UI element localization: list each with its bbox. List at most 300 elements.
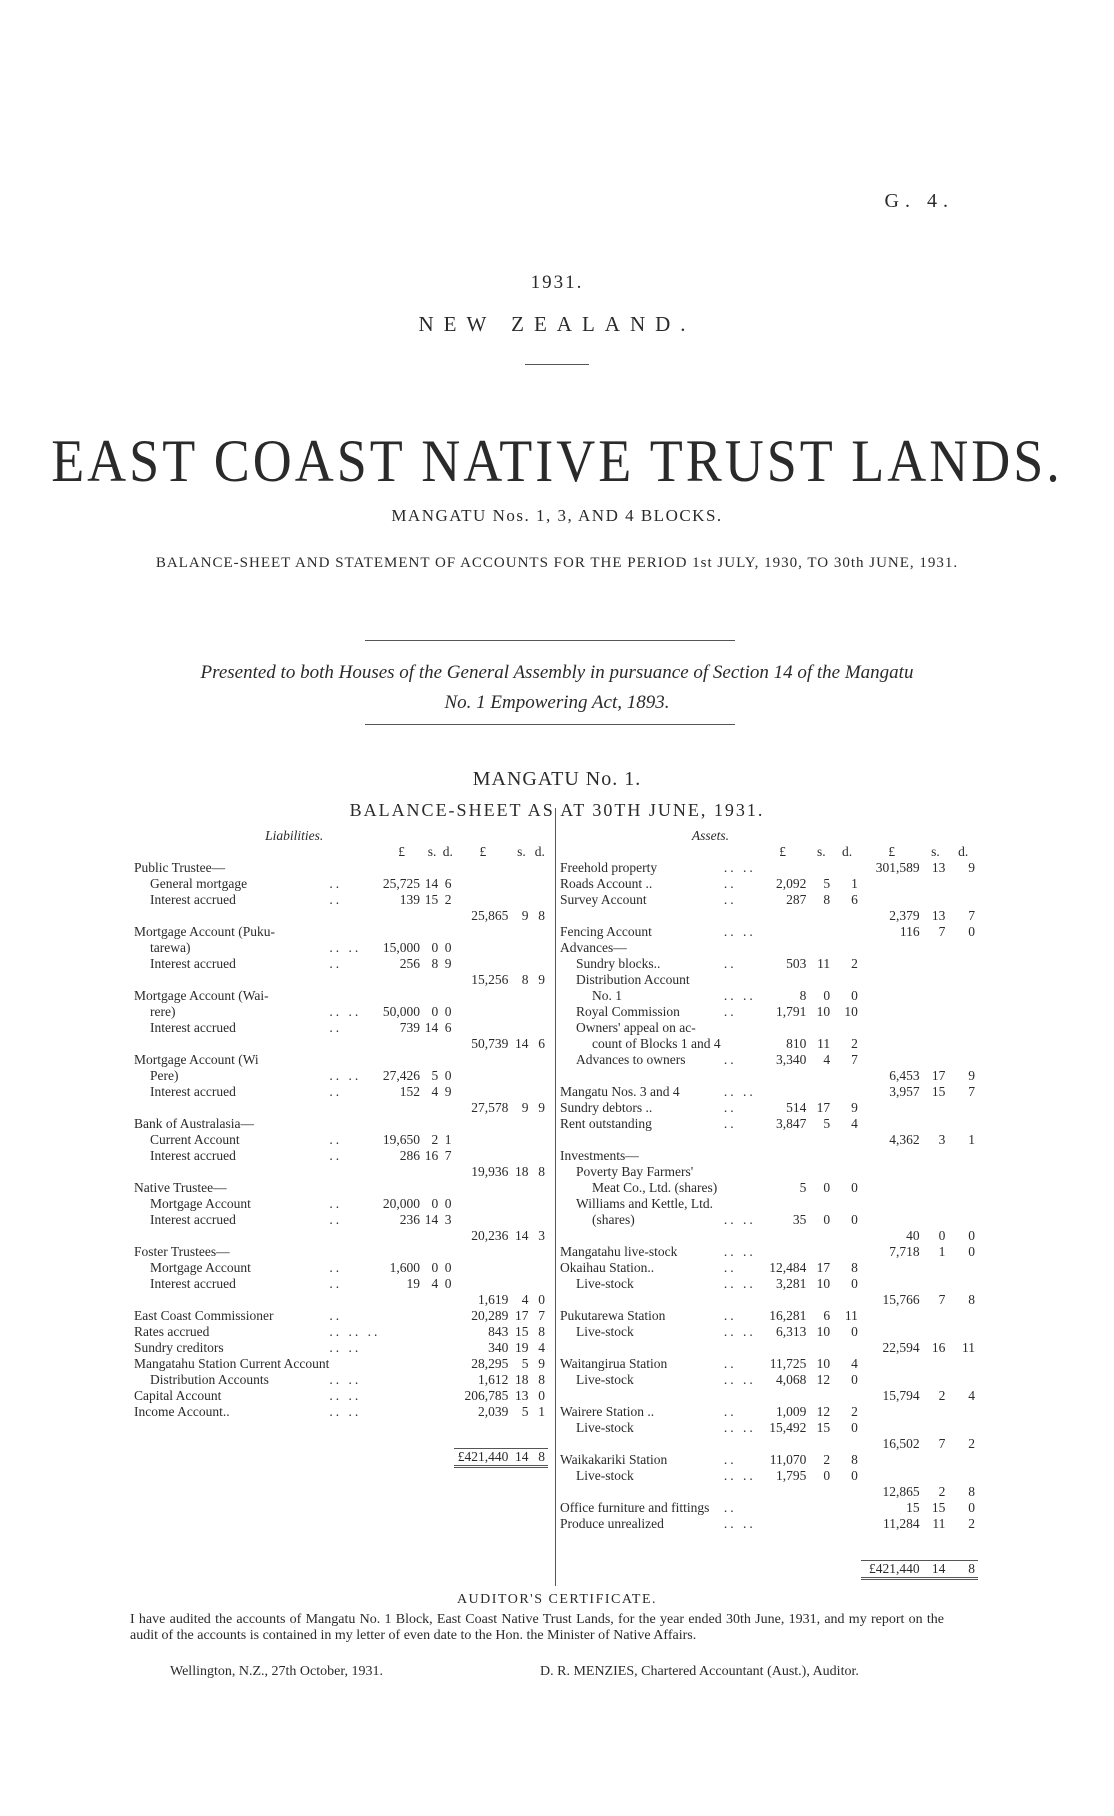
- leader-dots: ..: [723, 1404, 737, 1419]
- amount-outer: 18: [515, 1164, 529, 1179]
- amount-inner: 6: [444, 876, 452, 891]
- amount-outer: 7: [938, 1292, 946, 1307]
- leader-dots: ..: [329, 1148, 343, 1163]
- leader-dots: ..: [723, 1356, 737, 1371]
- amount-inner: 0: [444, 940, 452, 955]
- amount-inner: [423, 1292, 441, 1308]
- ledger-row: [134, 972, 548, 988]
- amount-outer: [923, 1148, 949, 1164]
- leader-dots: .. ..: [723, 1212, 756, 1227]
- amount-inner: [380, 924, 423, 940]
- amount-outer: 4: [521, 1292, 529, 1307]
- document-subtitle: MANGATU Nos. 1, 3, AND 4 BLOCKS.: [391, 506, 723, 525]
- ledger-row: [560, 1388, 978, 1404]
- amount-inner: 12: [816, 1404, 831, 1419]
- amount-outer: 2: [938, 1388, 946, 1403]
- amount-inner: 12: [816, 1372, 831, 1387]
- amount-outer: 7,718: [889, 1244, 920, 1259]
- row-label: tarewa): [150, 940, 191, 955]
- amount-inner: 0: [823, 1212, 831, 1227]
- amount-outer: 1,619: [478, 1292, 509, 1307]
- amount-outer: [923, 1196, 949, 1212]
- amount-inner: [833, 1068, 861, 1084]
- amount-outer: [532, 1212, 548, 1228]
- leader-dots: ..: [329, 1276, 343, 1291]
- ledger-row: [134, 1244, 548, 1260]
- amount-outer: 2: [968, 1436, 975, 1451]
- row-label: Bank of Australasia—: [134, 1116, 254, 1131]
- amount-inner: [833, 1084, 861, 1100]
- amount-outer: [454, 876, 511, 892]
- column-header: £: [479, 844, 487, 859]
- row-label: Pere): [150, 1068, 179, 1083]
- liabilities-heading: Liabilities.: [265, 828, 324, 843]
- row-label: Distribution Account: [576, 972, 690, 987]
- liabilities-heading-row: [134, 828, 548, 844]
- amount-inner: [380, 1164, 423, 1180]
- amount-inner: [833, 1292, 861, 1308]
- amount-outer: [532, 1132, 548, 1148]
- amount-inner: [380, 908, 423, 924]
- amount-inner: [833, 1388, 861, 1404]
- amount-outer: [923, 1356, 949, 1372]
- amount-inner: [423, 1116, 441, 1132]
- amount-inner: 0: [431, 1260, 439, 1275]
- ledger-row: [560, 1004, 978, 1020]
- amount-outer: 4: [968, 1388, 975, 1403]
- amount-outer: [861, 1004, 923, 1020]
- amount-outer: [532, 988, 548, 1004]
- amount-inner: 0: [444, 1276, 452, 1291]
- row-label: Interest accrued: [150, 1276, 236, 1291]
- amount-inner: 10: [844, 1004, 858, 1019]
- leader-dots: [724, 1068, 756, 1084]
- ledger-row: [134, 1260, 548, 1276]
- leader-dots: .. ..: [329, 940, 362, 955]
- amount-outer: 0: [538, 1292, 545, 1307]
- amount-outer: [454, 1244, 511, 1260]
- amount-inner: [756, 1292, 810, 1308]
- amount-outer: [511, 1212, 531, 1228]
- amount-inner: [423, 908, 441, 924]
- amount-outer: 50,739: [471, 1036, 509, 1051]
- amount-inner: [423, 1052, 441, 1068]
- ledger-row: [560, 1052, 978, 1068]
- amount-inner: [756, 1164, 810, 1180]
- amount-outer: [454, 1020, 511, 1036]
- row-label: Owners' appeal on ac-: [576, 1020, 696, 1035]
- amount-outer: [948, 940, 978, 956]
- amount-outer: 2,379: [889, 908, 920, 923]
- amount-outer: [948, 1020, 978, 1036]
- amount-outer: [861, 1020, 923, 1036]
- amount-inner: [423, 1404, 441, 1420]
- amount-inner: [441, 1052, 454, 1068]
- amount-inner: 0: [444, 1068, 452, 1083]
- ledger-row: [560, 1260, 978, 1276]
- ledger-row: [560, 1036, 978, 1052]
- row-label: Live-stock: [576, 1276, 634, 1291]
- ledger-row: [560, 1020, 978, 1036]
- amount-outer: 0: [968, 1500, 975, 1515]
- amount-inner: 11: [844, 1308, 858, 1323]
- amount-inner: 20,000: [382, 1196, 420, 1211]
- amount-inner: 4: [851, 1116, 858, 1131]
- amount-inner: [833, 1164, 861, 1180]
- grand-total: 8: [532, 1449, 548, 1467]
- amount-outer: 9: [968, 860, 975, 875]
- amount-inner: [441, 1404, 454, 1420]
- row-label: [560, 1292, 724, 1308]
- amount-outer: [948, 876, 978, 892]
- amount-outer: 19: [515, 1340, 529, 1355]
- amount-inner: [380, 1340, 423, 1356]
- row-label: Mortgage Account: [150, 1196, 251, 1211]
- row-label: [134, 1292, 329, 1308]
- amount-outer: 6,453: [889, 1068, 920, 1083]
- amount-inner: [423, 1228, 441, 1244]
- column-header: d.: [534, 844, 545, 859]
- row-label: Live-stock: [576, 1372, 634, 1387]
- amount-inner: 2: [431, 1132, 439, 1147]
- amount-inner: [441, 988, 454, 1004]
- amount-outer: [948, 972, 978, 988]
- amount-outer: [454, 1212, 511, 1228]
- ledger-row: [134, 860, 548, 876]
- row-label: Interest accrued: [150, 1212, 236, 1227]
- amount-outer: [511, 1004, 531, 1020]
- amount-outer: [454, 860, 511, 876]
- amount-outer: 0: [968, 1228, 975, 1243]
- amount-outer: [511, 1084, 531, 1100]
- amount-outer: [923, 1324, 949, 1340]
- liabilities-table: [134, 828, 548, 1468]
- ledger-row: [134, 1020, 548, 1036]
- amount-outer: 8: [968, 1484, 975, 1499]
- amount-inner: 0: [431, 940, 439, 955]
- amount-outer: [923, 1100, 949, 1116]
- ledger-row: [134, 1148, 548, 1164]
- amount-inner: 14: [424, 1020, 439, 1035]
- amount-outer: [923, 1164, 949, 1180]
- amount-outer: 19,936: [471, 1164, 509, 1179]
- amount-inner: 503: [786, 956, 807, 971]
- amount-outer: [861, 956, 923, 972]
- amount-inner: [423, 972, 441, 988]
- amount-inner: [809, 1228, 833, 1244]
- ledger-row: [134, 1276, 548, 1292]
- column-header: £: [779, 844, 786, 859]
- amount-outer: [532, 940, 548, 956]
- amount-inner: 0: [851, 1324, 858, 1339]
- ledger-row: [560, 1436, 978, 1452]
- amount-outer: [532, 1180, 548, 1196]
- amount-inner: 236: [399, 1212, 420, 1227]
- amount-inner: [380, 1308, 423, 1324]
- amount-inner: 739: [399, 1020, 420, 1035]
- leader-dots: ..: [723, 1452, 737, 1467]
- row-label: Foster Trustees—: [134, 1244, 230, 1259]
- row-label: Freehold property: [560, 860, 658, 875]
- row-label: Native Trustee—: [134, 1180, 227, 1195]
- leader-dots: .. ..: [723, 924, 756, 939]
- amount-outer: [454, 1116, 511, 1132]
- amount-inner: 27,426: [382, 1068, 420, 1083]
- amount-inner: 9: [851, 1100, 858, 1115]
- leader-dots: [329, 908, 380, 924]
- amount-inner: 0: [851, 1180, 858, 1195]
- leader-dots: .. ..: [723, 1516, 756, 1531]
- amount-outer: [511, 876, 531, 892]
- leader-dots: [329, 924, 380, 940]
- amount-outer: 13: [931, 860, 946, 875]
- amount-inner: [809, 940, 833, 956]
- row-label: Okaihau Station..: [560, 1260, 655, 1275]
- ledger-row: [134, 1004, 548, 1020]
- column-header: d.: [442, 844, 453, 859]
- amount-inner: [380, 1404, 423, 1420]
- amount-outer: [948, 1468, 978, 1484]
- grand-total: £421,440: [454, 1449, 511, 1467]
- amount-inner: [423, 1308, 441, 1324]
- amount-inner: [833, 908, 861, 924]
- amount-outer: 3,957: [889, 1084, 920, 1099]
- document-reference: G. 4.: [884, 190, 954, 212]
- leader-dots: ..: [723, 1500, 737, 1515]
- spacer-cell: [134, 1420, 548, 1449]
- amount-outer: [861, 940, 923, 956]
- grand-total: £421,440: [861, 1561, 923, 1579]
- amount-outer: [532, 1004, 548, 1020]
- leader-dots: [329, 1244, 380, 1260]
- amount-outer: [948, 1100, 978, 1116]
- amount-outer: [454, 1276, 511, 1292]
- amount-inner: [756, 1228, 810, 1244]
- amount-outer: [511, 1052, 531, 1068]
- amount-outer: [511, 1276, 531, 1292]
- certificate-place-date: Wellington, N.Z., 27th October, 1931.: [170, 1664, 383, 1679]
- amount-inner: [423, 988, 441, 1004]
- ledger-row: [560, 1148, 978, 1164]
- amount-outer: [454, 1148, 511, 1164]
- leader-dots: [329, 1116, 380, 1132]
- amount-inner: [380, 1388, 423, 1404]
- amount-outer: [454, 1132, 511, 1148]
- amount-inner: [809, 1436, 833, 1452]
- amount-inner: 2: [444, 892, 452, 907]
- assets-table: [560, 828, 978, 1580]
- amount-outer: [454, 988, 511, 1004]
- amount-inner: [809, 972, 833, 988]
- leader-dots: ..: [723, 1308, 737, 1323]
- amount-inner: [833, 1244, 861, 1260]
- amount-inner: 19,650: [382, 1132, 420, 1147]
- amount-outer: 8: [538, 1164, 545, 1179]
- amount-outer: [511, 956, 531, 972]
- ledger-row: [560, 1164, 978, 1180]
- amount-outer: 301,589: [875, 860, 920, 875]
- amount-outer: 7: [538, 1308, 545, 1323]
- amount-inner: 5: [823, 876, 831, 891]
- amount-outer: [454, 1260, 511, 1276]
- leader-dots: ..: [329, 1308, 343, 1323]
- amount-outer: [454, 1068, 511, 1084]
- divider-bottom: [365, 724, 735, 725]
- ledger-row: [560, 1100, 978, 1116]
- grand-total: 8: [948, 1561, 978, 1579]
- amount-outer: [948, 1452, 978, 1468]
- amount-outer: [532, 892, 548, 908]
- amount-outer: [511, 1148, 531, 1164]
- total-spacer: [134, 1449, 454, 1467]
- amount-outer: [454, 892, 511, 908]
- amount-outer: [454, 924, 511, 940]
- amount-inner: 0: [444, 1260, 452, 1275]
- leader-dots: .. ..: [723, 1420, 756, 1435]
- liabilities-column-row: [134, 844, 548, 860]
- amount-inner: [756, 1244, 810, 1260]
- amount-inner: [423, 924, 441, 940]
- column-spacer: [560, 844, 756, 860]
- ledger-row: [134, 1324, 548, 1340]
- leader-dots: ..: [329, 1196, 343, 1211]
- certificate-body: I have audited the accounts of Mangatu No. 1 Block, East Coast Native Trust Lands, for the year ended 30th June, 1931, and my report on the audit of the accounts is contained in my letter of even date to the Hon. the Minister of Native Affairs.: [130, 1612, 944, 1643]
- leader-dots: [724, 1340, 756, 1356]
- amount-outer: 15,766: [882, 1292, 920, 1307]
- amount-outer: [511, 1244, 531, 1260]
- row-label: Mangatahu live-stock: [560, 1244, 678, 1259]
- amount-outer: 15: [931, 1500, 946, 1515]
- amount-inner: 15,492: [769, 1420, 807, 1435]
- country-heading: NEW ZEALAND.: [418, 312, 696, 336]
- row-label: Mortgage Account (Wai-: [134, 988, 269, 1003]
- ledger-row: [134, 1132, 548, 1148]
- amount-inner: [809, 1500, 833, 1516]
- amount-outer: 16,502: [882, 1436, 920, 1451]
- amount-outer: 11,284: [882, 1516, 920, 1531]
- amount-inner: [380, 988, 423, 1004]
- amount-outer: [861, 1452, 923, 1468]
- amount-inner: 1,600: [389, 1260, 420, 1275]
- presentation-note: Presented to both Houses of the General Assembly in pursuance of Section 14 of the Mangatu No. 1 Empowering Act, 1893.: [200, 662, 914, 713]
- amount-inner: [423, 1164, 441, 1180]
- amount-outer: [861, 876, 923, 892]
- amount-inner: 2: [823, 1452, 831, 1467]
- amount-inner: [809, 1068, 833, 1084]
- ledger-row: [134, 1164, 548, 1180]
- row-label: (shares): [592, 1212, 635, 1227]
- amount-inner: 15,000: [382, 940, 420, 955]
- amount-inner: [441, 1116, 454, 1132]
- amount-outer: 0: [938, 1228, 946, 1243]
- amount-outer: 4: [538, 1340, 545, 1355]
- amount-outer: 15,256: [471, 972, 509, 987]
- amount-outer: [532, 924, 548, 940]
- amount-outer: 27,578: [471, 1100, 509, 1115]
- amount-inner: 0: [851, 1468, 858, 1483]
- leader-dots: [329, 1292, 380, 1308]
- amount-inner: 256: [399, 956, 420, 971]
- amount-inner: [441, 908, 454, 924]
- amount-inner: 4,068: [776, 1372, 807, 1387]
- amount-outer: [861, 1052, 923, 1068]
- amount-outer: 6: [538, 1036, 545, 1051]
- amount-outer: [861, 1404, 923, 1420]
- leader-dots: [329, 1228, 380, 1244]
- amount-inner: [441, 972, 454, 988]
- amount-inner: [756, 1196, 810, 1212]
- leader-dots: ..: [329, 1212, 343, 1227]
- amount-outer: [948, 1116, 978, 1132]
- amount-inner: [441, 1372, 454, 1388]
- row-label: Interest accrued: [150, 1148, 236, 1163]
- amount-inner: [809, 924, 833, 940]
- amount-outer: 843: [488, 1324, 509, 1339]
- row-label: [560, 1132, 724, 1148]
- amount-inner: [809, 1132, 833, 1148]
- ledger-row: [560, 1340, 978, 1356]
- assets-total-row: [560, 1561, 978, 1579]
- row-label: Produce unrealized: [560, 1516, 664, 1531]
- row-label: Distribution Accounts: [150, 1372, 269, 1387]
- amount-inner: [756, 1436, 810, 1452]
- leader-dots: [329, 988, 380, 1004]
- amount-outer: [532, 1068, 548, 1084]
- amount-inner: 4: [431, 1084, 439, 1099]
- amount-inner: 1,009: [776, 1404, 807, 1419]
- amount-inner: 3,847: [776, 1116, 807, 1131]
- amount-inner: [833, 1500, 861, 1516]
- ledger-row: [134, 1036, 548, 1052]
- column-header: s.: [427, 844, 437, 859]
- amount-inner: [833, 1020, 861, 1036]
- amount-outer: [948, 1004, 978, 1020]
- amount-outer: [511, 988, 531, 1004]
- balance-sheet-title: BALANCE-SHEET AS AT 30TH JUNE, 1931.: [349, 800, 765, 820]
- amount-inner: [380, 1036, 423, 1052]
- amount-outer: [861, 1372, 923, 1388]
- amount-outer: [511, 1180, 531, 1196]
- leader-dots: .. ..: [329, 1388, 362, 1403]
- ledger-row: [134, 1372, 548, 1388]
- ledger-row: [560, 892, 978, 908]
- row-label: [134, 1100, 329, 1116]
- amount-outer: [923, 1276, 949, 1292]
- row-label: Interest accrued: [150, 892, 236, 907]
- amount-outer: [511, 940, 531, 956]
- amount-inner: 7: [851, 1052, 858, 1067]
- ledger-row: [134, 1340, 548, 1356]
- leader-dots: [724, 1484, 756, 1500]
- amount-inner: 11,725: [769, 1356, 807, 1371]
- amount-outer: [948, 1260, 978, 1276]
- amount-inner: 17: [816, 1260, 831, 1275]
- leader-dots: [329, 860, 380, 876]
- leader-dots: [724, 1036, 756, 1052]
- leader-dots: ..: [723, 1116, 737, 1131]
- amount-outer: [923, 1020, 949, 1036]
- amount-inner: 0: [444, 1196, 452, 1211]
- amount-outer: [454, 1196, 511, 1212]
- amount-outer: [861, 1036, 923, 1052]
- amount-outer: [948, 892, 978, 908]
- amount-outer: [923, 1116, 949, 1132]
- amount-outer: [454, 1180, 511, 1196]
- row-label: Royal Commission: [576, 1004, 680, 1019]
- amount-outer: [923, 876, 949, 892]
- document-title: EAST COAST NATIVE TRUST LANDS.: [51, 427, 1063, 495]
- leader-dots: .. .. ..: [329, 1324, 381, 1339]
